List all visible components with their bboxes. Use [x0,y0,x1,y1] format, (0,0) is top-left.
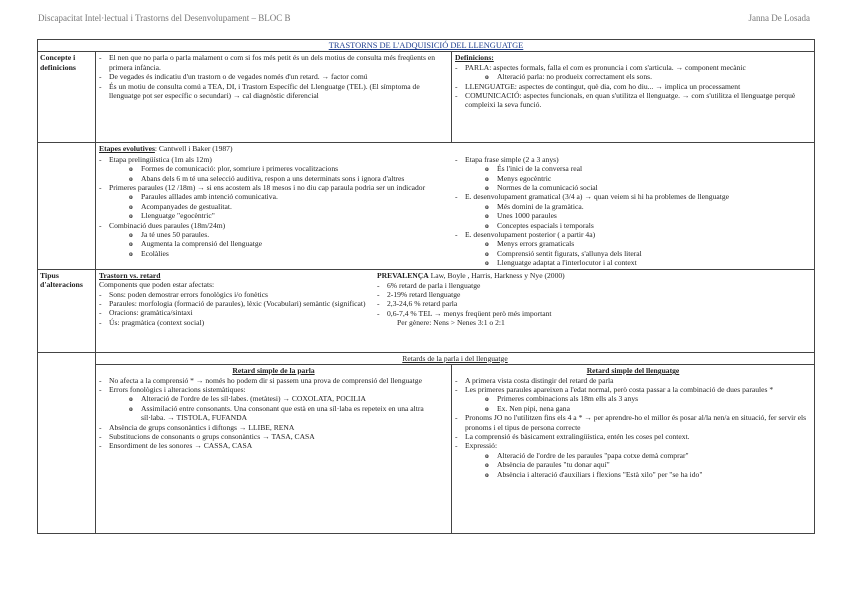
sub-item [99,164,449,173]
retards-cols [96,365,814,533]
sub-item-text: Ecolàlies [141,248,169,258]
sub-item-text: Abans dels 6 m té una selecció auditiva, respon a uns determinats sons i ignora d'altres [141,173,405,183]
components-intro: Components que poden estar afectats: [99,280,215,290]
sub-item-text: Paraules aïllades amb intenció comunicativa. [141,192,278,202]
dash-bullet: - [99,384,102,394]
header-right: Janna De Losada [748,13,810,23]
sub-item-text: Augmenta la comprensió del llenguatge [141,239,263,249]
dash-bullet: - [99,154,102,164]
prevalenca-source: Law, Boyle , Harris, Harkness y Nye (2000) [428,271,565,281]
list-item [99,441,448,450]
sub-item-text: Assimilació entre consonants. Una consonant que està en una síl·laba es repeteix en una altra síl·laba. → TISTOLA, FUFANDA [141,403,424,423]
list-item-text: E. desenvolupament gramatical (3/4 a) → quan veiem si hi ha problemes de llenguatge [465,192,730,202]
list-item [455,91,811,110]
tipus-row [38,269,814,352]
list-item-text: 0,6-7,4 % TEL → menys freqüent però més important [387,308,552,318]
sub-item-text: Més domini de la gramàtica. [497,201,584,211]
list-item-text: LLENGUATGE: aspectes de contingut, què dia, com ho diu... → implica un processament [465,81,741,91]
sub-item-text: Ja té unes 50 paraules. [141,230,210,240]
definicions-title: Definicions: [455,53,494,63]
concepte-body [96,52,814,142]
list-item [455,441,811,450]
prevalenca-list [377,281,811,319]
sub-item [99,394,448,403]
list-item-text: Pronoms JO no l'utilitzen fins els 4 a * → per aprendre-ho el millor és posar al/la nen/a en situació, fer servir els pronoms i el tipus de persona correcte [465,413,807,432]
sub-item [99,239,449,248]
list-item-text: A primera vista costa distingir del retard de parla [465,375,614,385]
circle-bullet-icon: o [485,394,489,404]
etapes-label-empty [38,143,96,268]
dash-bullet: - [455,413,458,423]
dash-bullet: - [99,431,102,441]
dash-bullet: - [377,280,380,290]
sub-item [99,404,448,423]
circle-bullet-icon: o [129,230,133,240]
dash-bullet: - [455,384,458,394]
retards-label-empty [38,353,96,533]
list-item-text: Primeres paraules (12 /18m) → si ens acostem als 18 mesos i no diu cap paraula podria ser un indicador [109,183,426,193]
sub-item [99,202,449,211]
list-item-text: 2,3-24,6 % retard parla [387,299,458,309]
list-item [455,376,811,385]
list-item [99,423,448,432]
list-item-text: Sons: poden demostrar errors fonològics i/o fonètics [109,289,269,299]
list-item-text: La comprensió és bàsicament extralingüística, entén les coses pel context. [465,431,690,441]
circle-bullet-icon: o [485,201,489,211]
list-item-text: De vegades és indicatiu d'un trastorn o de vegades només d'un retard. → factor comú [109,72,368,82]
retard-parla-list [99,376,448,451]
list-item-text: Absència de grups consonàntics i diftongs → LLIBE, RENA [109,422,295,432]
main-table [37,39,815,534]
sub-item-text: És l'inici de la conversa real [497,164,583,174]
sub-item [455,164,811,173]
circle-bullet-icon: o [485,183,489,193]
list-item [455,230,811,239]
dash-bullet: - [99,422,102,432]
dash-bullet: - [99,72,102,82]
list-item [99,72,448,81]
prevalenca-col [377,271,811,327]
etapes-right [452,154,814,269]
dash-bullet: - [99,183,102,193]
sub-item [455,404,811,413]
dash-bullet: - [455,375,458,385]
sub-item [455,72,811,81]
concepte-left [96,52,452,142]
etapes-row [38,142,814,268]
sub-item-text: Comprensió sentit figurats, s'allunya dels literal [497,248,642,258]
dash-bullet: - [99,308,102,318]
sub-item [455,394,811,403]
list-item [99,155,449,164]
list-item [99,318,377,327]
retards-body [96,353,814,533]
dash-bullet: - [455,230,458,240]
etapes-source: : Cantwell i Baker (1987) [154,144,233,154]
circle-bullet-icon: o [129,394,133,404]
list-item-text: El nen que no parla o parla malament o com si fos més petit és un dels motius de consulta més freqüents en primera infància. [109,53,436,72]
definicions-list [455,63,811,110]
circle-bullet-icon: o [129,173,133,183]
list-item [99,53,448,72]
sub-item-text: Ex. Nen pipi, nena gana [497,403,570,413]
sub-item [455,249,811,258]
sub-item-text: Acompanyades de gestualitat. [141,201,232,211]
dash-bullet: - [455,192,458,202]
list-item-text: Paraules: morfologia (formació de paraules), lèxic (Vocabulari) semàntic (significat) [109,298,366,308]
circle-bullet-icon: o [485,220,489,230]
dash-bullet: - [99,289,102,299]
dash-bullet: - [99,375,102,385]
sub-item-text: Conceptes espacials i temporals [497,220,594,230]
dash-bullet: - [455,91,458,101]
dash-bullet: - [99,441,102,451]
sub-item-text: Primeres combinacions als 18m ells als 3 anys [497,394,639,404]
list-item [455,155,811,164]
concepte-row [38,51,814,142]
list-item [377,299,811,308]
list-item [99,376,448,385]
dash-bullet: - [377,289,380,299]
list-item [455,432,811,441]
circle-bullet-icon: o [129,201,133,211]
sub-item-text: Menys errors gramaticals [497,239,575,249]
list-item-text: Combinació dues paraules (18m/24m) [109,220,226,230]
retard-parla-col [96,365,452,533]
sub-item-text: Normes de la comunicació social [497,183,598,193]
list-item [377,309,811,318]
retard-parla-title: Retard simple de la parla [232,366,315,376]
circle-bullet-icon: o [129,403,133,413]
list-item-text: Etapa frase simple (2 a 3 anys) [465,154,559,164]
dash-bullet: - [99,317,102,327]
list-item [99,290,377,299]
circle-bullet-icon: o [485,211,489,221]
circle-bullet-icon: o [485,72,489,82]
list-item-text: Ensordiment de les sonores → CASSA, CASA [109,441,253,451]
etapes-cols [96,154,814,269]
tipus-label: Tipus d'alteracions [38,270,96,352]
dash-bullet: - [99,81,102,91]
list-item [455,82,811,91]
concepte-label: Concepte i definicions [38,52,96,142]
sub-item-text: Alteració parla: no produeix correctament els sons. [497,72,652,82]
dash-bullet: - [99,298,102,308]
dash-bullet: - [377,308,380,318]
list-item-text: Errors fonològics i alteracions sistemàtiques: [109,384,246,394]
dash-bullet: - [99,220,102,230]
list-item-text: PARLA: aspectes formals, falla el com es pronuncia i com s'articula. → component mecànic [465,62,746,72]
sub-item-text: Llenguatge "egocèntric" [141,211,215,221]
list-item-text: E. desenvolupament posterior ( a partir 4a) [465,230,596,240]
sub-item-text: Alteració de l'ordre de les síl·labes. (metàtesi) → COXOLATA, POCILIA [141,394,366,404]
prevalenca-gender: Per gènere: Nens > Nenes 3:1 o 2:1 [397,318,505,328]
header-left: Discapacitat Intel·lectual i Trastorns del Desenvolupament – BLOC B [38,13,291,23]
list-item-text: Expressió: [465,441,498,451]
sub-item [455,174,811,183]
circle-bullet-icon: o [485,248,489,258]
components-list [99,290,377,328]
sub-item [99,230,449,239]
sub-item-text: Absència i alteració d'auxiliars i flexions "Està xilo" per "se ha ido" [497,469,703,479]
sub-item [455,221,811,230]
list-item [455,413,811,432]
sub-item [99,192,449,201]
circle-bullet-icon: o [129,239,133,249]
list-item [455,63,811,72]
tipus-body [96,270,814,352]
list-item-text: 2-19% retard llenguatge [387,289,461,299]
sub-item [455,258,811,267]
list-item-text: Etapa prelingüística (1m als 12m) [109,154,212,164]
list-item-text: Ús: pragmàtica (context social) [109,317,205,327]
list-item [99,308,377,317]
circle-bullet-icon: o [485,173,489,183]
circle-bullet-icon: o [485,164,489,174]
dash-bullet: - [377,299,380,309]
retards-row [38,352,814,533]
list-item [99,385,448,394]
sub-item-text: Unes 1000 paraules [497,211,557,221]
list-item-text: No afecta a la comprensió * → només ho podem dir si passem una prova de comprensió del llenguatge [109,375,422,385]
sub-item [455,470,811,479]
list-item-text: COMUNICACIÓ: aspectes funcionals, en quan s'utilitza el llenguatge. → com s'utilitza el llenguatge perquè compleixi la seva funció. [465,91,796,110]
list-item [455,385,811,394]
circle-bullet-icon: o [485,469,489,479]
circle-bullet-icon: o [485,460,489,470]
circle-bullet-icon: o [129,211,133,221]
sub-item [99,211,449,220]
dash-bullet: - [455,441,458,451]
sub-item [455,183,811,192]
etapes-title-line [96,143,814,153]
components-col [99,280,377,327]
sub-item [455,211,811,220]
list-item [99,221,449,230]
list-item [377,281,811,290]
sub-item-text: Menys egocèntric [497,173,552,183]
list-item [99,82,448,101]
dash-bullet: - [455,81,458,91]
list-item [99,183,449,192]
tipus-title: Trastorn vs. retard [99,270,161,280]
list-item [99,299,377,308]
dash-bullet: - [455,62,458,72]
retards-title: Retards de la parla i del llenguatge [96,353,814,365]
dash-bullet: - [455,154,458,164]
sub-item-text: Llenguatge adaptat a l'interlocutor i al context [497,258,637,268]
list-item-text: És un motiu de consulta comú a TEA, DI, i Trastorn Específic del Llenguatge (TEL). (El símptoma de llenguatge pot ser específic o secundari) → cal diagnòstic diferencial [109,81,420,101]
retard-llenguatge-col [452,365,814,533]
circle-bullet-icon: o [129,164,133,174]
list-item-text: Substitucions de consonants o grups consonàntics → TASA, CASA [109,431,315,441]
list-item-text: Les primeres paraules apareixen a l'edat normal, però costa passar a la combinació de dues paraules * [465,384,774,394]
sub-item-text: Absència de paraules "tu donar aquí" [497,460,610,470]
circle-bullet-icon: o [485,239,489,249]
list-item [455,192,811,201]
etapes-body [96,143,814,268]
circle-bullet-icon: o [485,450,489,460]
prevalenca-title: PREVALENÇA [377,271,429,281]
dash-bullet: - [455,431,458,441]
circle-bullet-icon: o [485,258,489,268]
list-item [377,290,811,299]
sub-item [99,174,449,183]
concepte-right [452,52,814,142]
circle-bullet-icon: o [485,403,489,413]
list-item-text: Oracions: gramàtica/sintaxi [109,308,193,318]
circle-bullet-icon: o [129,192,133,202]
sub-item [455,239,811,248]
dash-bullet: - [99,53,102,63]
sub-item [455,451,811,460]
title-row [38,40,814,51]
sub-item-text: Alteració de l'ordre de les paraules "papa cotxe demà comprar" [497,450,689,460]
etapes-title: Etapes evolutives [99,144,155,154]
retard-llenguatge-title: Retard simple del llenguatge [586,366,680,376]
retard-llenguatge-list [455,376,811,479]
sub-item [99,249,449,258]
table-title: TRASTORNS DE L'ADQUISICIÓ DEL LLENGUATGE [328,41,524,50]
sub-item [455,460,811,469]
sub-item [455,202,811,211]
sub-item-text: Formes de comunicació: plor, somriure i primeres vocalitzacions [141,164,339,174]
etapes-left [96,154,452,269]
list-item-text: 6% retard de parla i llenguatge [387,280,481,290]
list-item [99,432,448,441]
circle-bullet-icon: o [129,248,133,258]
